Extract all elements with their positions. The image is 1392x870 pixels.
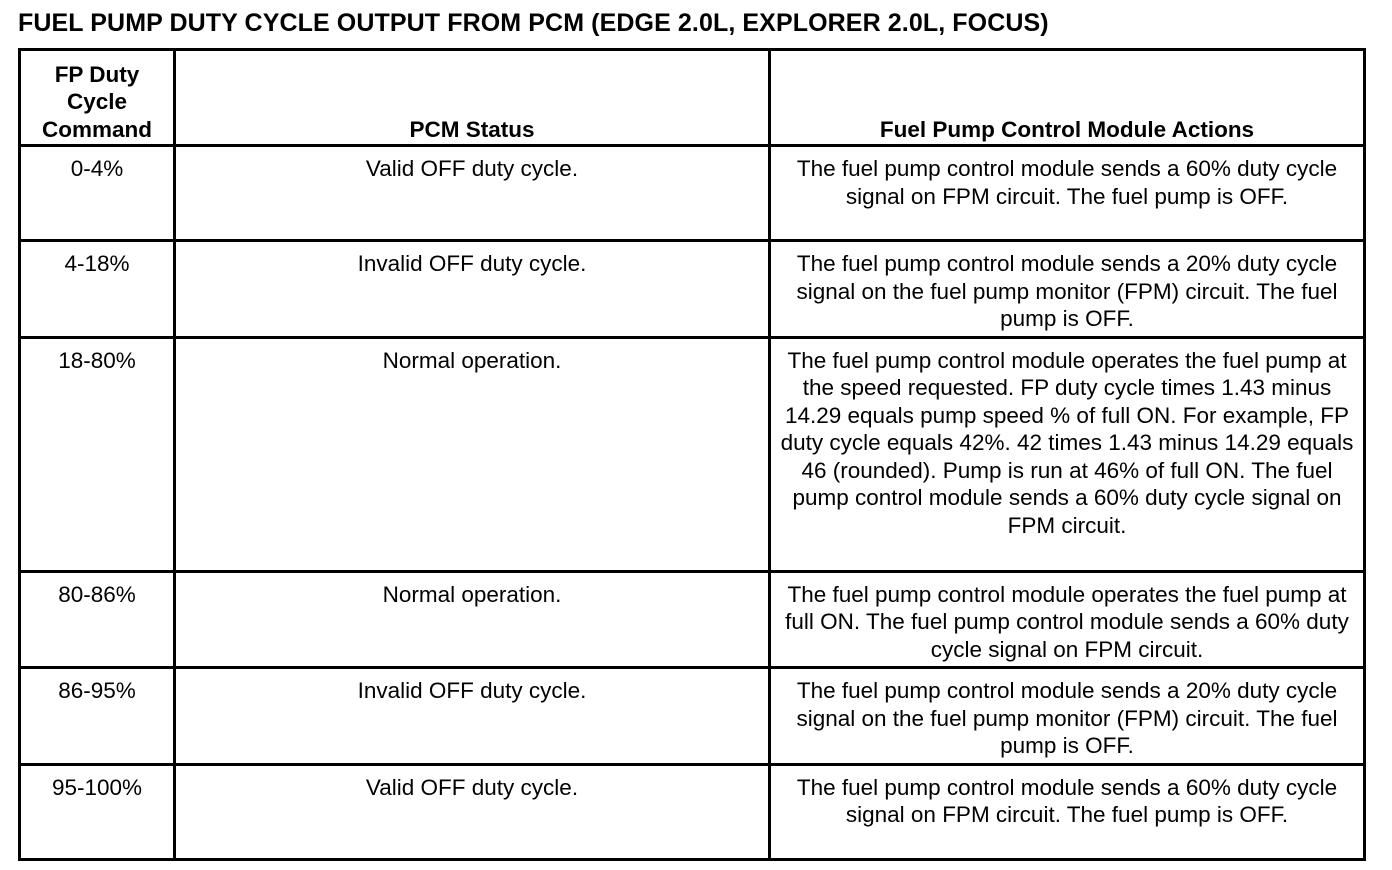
header-fuel-pump-control-module-actions: Fuel Pump Control Module Actions [770, 50, 1365, 146]
cell-module-action: The fuel pump control module sends a 20% duty cycle signal on the fuel pump monitor (FPM) circuit. The fuel pump is OFF. [770, 241, 1365, 338]
cell-command: 18-80% [20, 337, 175, 571]
duty-cycle-table [18, 48, 1366, 861]
table-row [20, 146, 1365, 241]
table-header-row [20, 50, 1365, 146]
header-fp-duty-cycle-command: FP Duty Cycle Command [20, 50, 175, 146]
cell-pcm-status: Valid OFF duty cycle. [175, 764, 770, 859]
header-pcm-status: PCM Status [175, 50, 770, 146]
cell-command: 95-100% [20, 764, 175, 859]
cell-module-action: The fuel pump control module sends a 60% duty cycle signal on FPM circuit. The fuel pump is OFF. [770, 146, 1365, 241]
cell-command: 86-95% [20, 668, 175, 765]
cell-command: 80-86% [20, 571, 175, 668]
table-row [20, 668, 1365, 765]
table-row [20, 337, 1365, 571]
table-row [20, 764, 1365, 859]
cell-command: 4-18% [20, 241, 175, 338]
table-row [20, 241, 1365, 338]
cell-pcm-status: Valid OFF duty cycle. [175, 146, 770, 241]
cell-pcm-status: Invalid OFF duty cycle. [175, 668, 770, 765]
cell-pcm-status: Normal operation. [175, 337, 770, 571]
table-row [20, 571, 1365, 668]
cell-module-action: The fuel pump control module sends a 60% duty cycle signal on FPM circuit. The fuel pump is OFF. [770, 764, 1365, 859]
document-title: FUEL PUMP DUTY CYCLE OUTPUT FROM PCM (EDGE 2.0L, EXPLORER 2.0L, FOCUS) [18, 9, 1049, 37]
cell-module-action: The fuel pump control module operates the fuel pump at the speed requested. FP duty cycle times 1.43 minus 14.29 equals pump speed % of full ON. For example, FP duty cycle equals 42%. 42 times 1.43 minus 14.29 equals 46 (rounded). Pump is run at 46% of full ON. The fuel pump control module sends a 60% duty cycle signal on FPM circuit. [770, 337, 1365, 571]
cell-module-action: The fuel pump control module sends a 20% duty cycle signal on the fuel pump monitor (FPM) circuit. The fuel pump is OFF. [770, 668, 1365, 765]
cell-module-action: The fuel pump control module operates the fuel pump at full ON. The fuel pump control module sends a 60% duty cycle signal on FPM circuit. [770, 571, 1365, 668]
cell-command: 0-4% [20, 146, 175, 241]
cell-pcm-status: Normal operation. [175, 571, 770, 668]
cell-pcm-status: Invalid OFF duty cycle. [175, 241, 770, 338]
